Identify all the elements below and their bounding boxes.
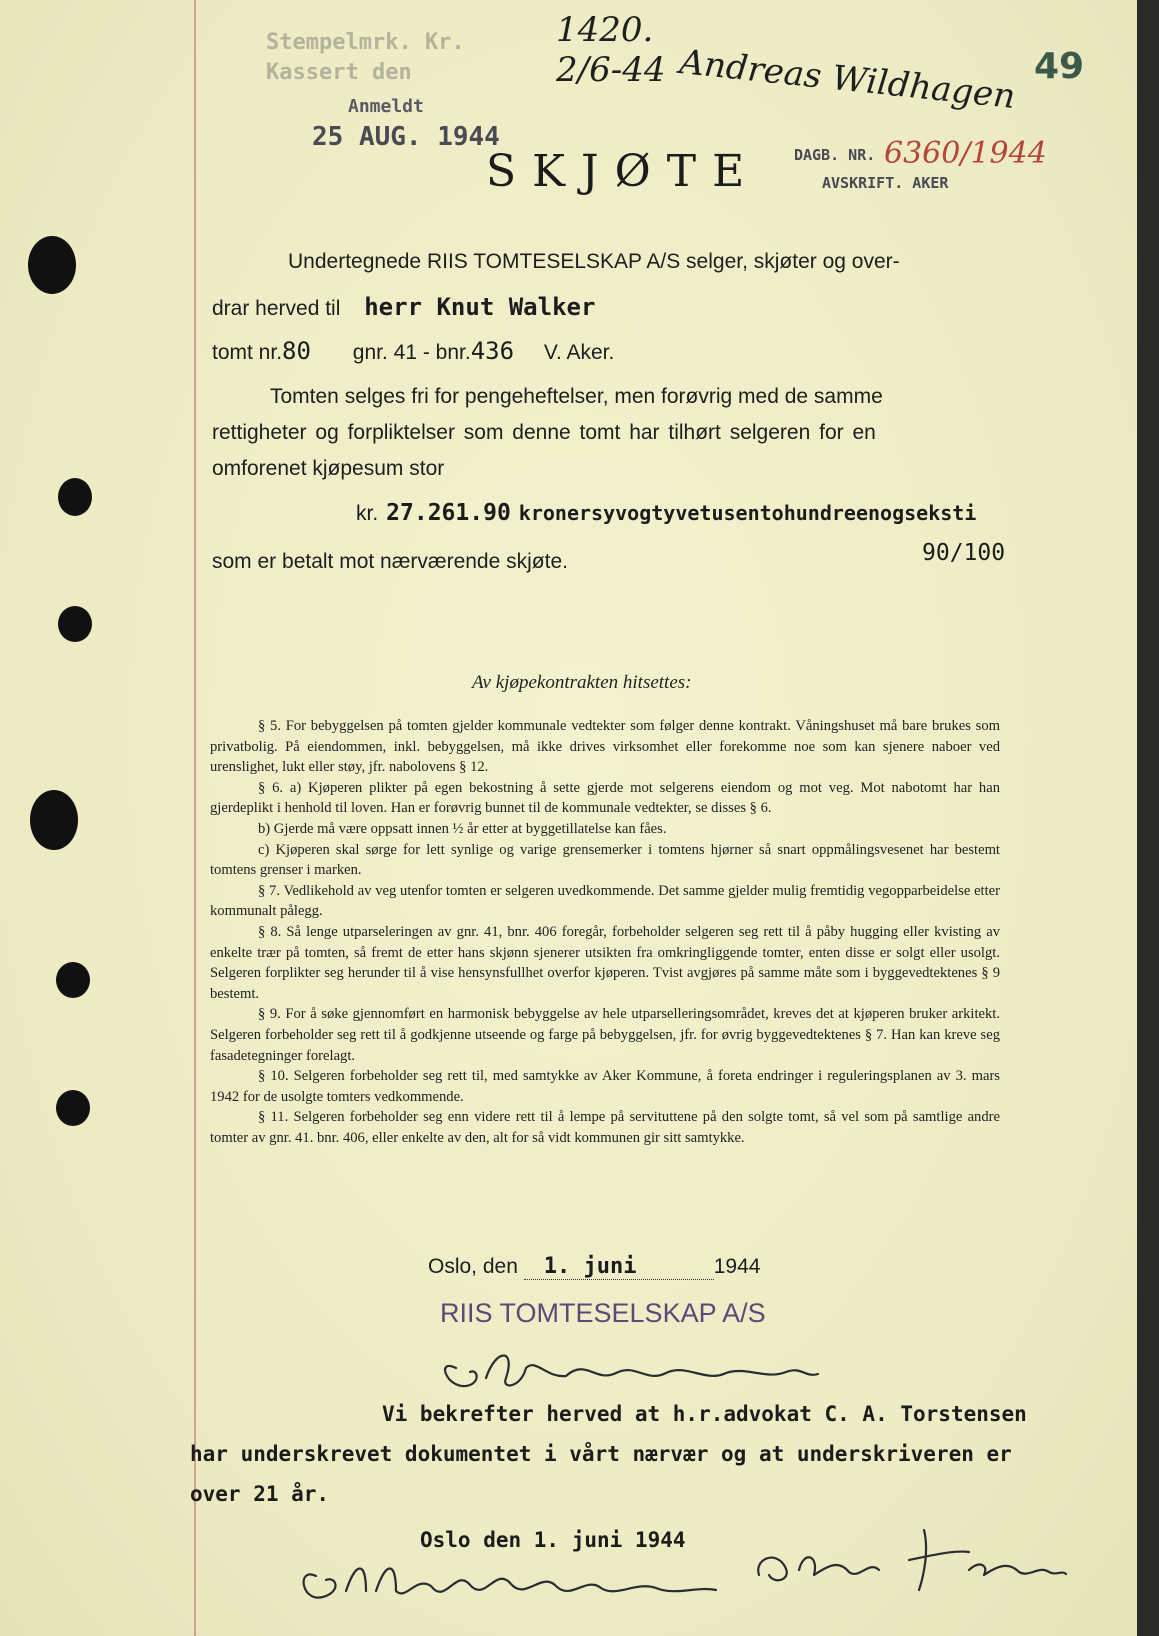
clause-8: § 8. Så lenge utparseleringen av gnr. 41, bnr. 406 foregår, forbeholder selgeren seg rett til å påby hugging eller kvisting av enkelte trær på tomten, så fremt de etter hans skjønn sjenerer utsikten fra omkringliggende tomter, enten disse er solgt eller usolgt. Selgeren forplikter seg herunder til å vise hensynsfullhet overfor kjøperen. Tvist avgjøres på samme måte som i byggevedtektenes § 9 bestemt.	[210, 923, 1000, 1002]
place-name: V. Aker.	[543, 341, 615, 364]
amount-words: kronersyvogtyvetusentohundreenogseksti	[518, 501, 977, 525]
clause-5: § 5. For bebyggelsen på tomten gjelder kommunale vedtekter som følger denne kontrakt. Våningshuset må bare brukes som privatbolig. På eiendommen, inkl. bebyggelsen, må ikke drives virksomhet eller forekomme noe som kan sjenere naboer ved urenslighet, lukt eller støy, jfr. nabolovens § 12.	[210, 718, 1000, 776]
copy-stamp: AVSKRIFT. AKER	[822, 174, 949, 192]
intro-line-1: Undertegnede RIIS TOMTESELSKAP A/S selger, skjøter og over-	[288, 250, 900, 273]
date-field	[524, 1254, 714, 1280]
sale-line-3: omforenet kjøpesum stor	[212, 457, 445, 480]
clause-11: § 11. Selgeren forbeholder seg enn videre rett til å lempe på servituttene på den solgte tomt, så vel som på samtlige andre tomter av gnr. 41. bnr. 406, eller enkelte av den, alt for så vidt kommunen gir sitt samtykke.	[210, 1109, 1000, 1146]
signing-date: 1. juni	[543, 1254, 637, 1279]
amount-figures: 27.261.90	[386, 500, 511, 526]
amount-line	[356, 500, 976, 526]
clause-6a: § 6. a) Kjøperen plikter på egen bekostning å sette gjerde mot selgerens eiendom og mot veg. Mot nabotomt har han gjerdeplikt i henhold til loven. Han er forøvrig bunnet til de kommunale vedtekter, se disses § 6.	[210, 779, 1000, 817]
stamp-fee-line: Stempelmrk. Kr.	[266, 30, 465, 55]
journal-number-label: DAGB. NR.	[794, 146, 876, 164]
signing-year: 1944	[713, 1255, 761, 1278]
handwritten-fee: 1420.	[556, 10, 654, 50]
witness-signature-2	[744, 1520, 1074, 1600]
confirm-line-2: har underskrevet dokumentet i vårt nærvær og at underskriveren er	[190, 1442, 1012, 1466]
clause-6c: c) Kjøperen skal sørge for lett synlige og varige grensemerker i tomtens hjørner så snart oppmålingsvesenet har bestemt tomtens grenser i marken.	[210, 841, 1000, 879]
handwritten-name: Andreas Wildhagen	[677, 42, 1018, 118]
confirm-date: Oslo den 1. juni 1944	[420, 1528, 686, 1552]
contract-heading: Av kjøpekontrakten hitsettes:	[472, 672, 692, 693]
stamp-cancelled-line: Kassert den	[266, 60, 412, 85]
document-title: SKJØTE	[486, 146, 761, 197]
sale-line-1: Tomten selges fri for pengeheftelser, men forøvrig med de samme	[270, 385, 883, 408]
received-stamp-label: Anmeldt	[348, 96, 424, 117]
buyer-name: herr Knut Walker	[364, 293, 596, 321]
punch-hole	[58, 606, 92, 642]
transfer-text: drar herved til	[212, 297, 341, 320]
clause-7: § 7. Vedlikehold av veg utenfor tomten er selgeren uvedkommende. Det samme gjelder mulig fremtidig vegopparbeidelse etter kommunalt pålegg.	[210, 882, 1000, 920]
clause-10: § 10. Selgeren forbeholder seg rett til, med samtykke av Aker Kommune, å foreta endringer i reguleringsplanen av 3. mars 1942 for de usolgte tomters vedkommende.	[210, 1068, 1000, 1105]
journal-number: 6360/1944	[884, 136, 1047, 171]
plot-line	[212, 337, 614, 365]
amount-fraction: 90/100	[922, 540, 1006, 566]
seller-signature	[426, 1328, 846, 1408]
bnr-number: 436	[470, 337, 515, 365]
oslo-den: Oslo, den	[428, 1255, 518, 1278]
received-date-stamp: 25 AUG. 1944	[312, 122, 500, 152]
kr-label: kr.	[356, 502, 379, 525]
margin-rule	[194, 0, 196, 1636]
clause-6b: b) Gjerde må være oppsatt innen ½ år etter at byggetillatelse kan fåes.	[258, 820, 667, 837]
witness-signature-1	[296, 1546, 726, 1616]
punch-hole	[58, 478, 92, 516]
intro-line-2	[212, 293, 595, 321]
contract-clauses	[210, 716, 1000, 1148]
company-stamp: RIIS TOMTESELSKAP A/S	[440, 1298, 766, 1328]
sale-line-2: rettigheter og forpliktelser som denne tomt har tilhørt selgeren for en	[212, 421, 876, 444]
confirm-line-1: Vi bekrefter herved at h.r.advokat C. A. Torstensen	[382, 1402, 1027, 1426]
gnr-label: gnr. 41 - bnr.	[352, 341, 471, 364]
signing-place-date	[428, 1254, 760, 1280]
plot-label: tomt nr.	[212, 341, 283, 364]
clause-9: § 9. For å søke gjennomført en harmonisk bebyggelse av hele utparselleringsområdet, kreves det at kjøperen bruker arkitekt. Selgeren forbeholder seg rett til å godkjenne utseende og farge på bebyggelsen, jfr. for øvrig byggevedtektenes § 7. Han kan kreve seg fasadetegninger forelagt.	[210, 1006, 1000, 1064]
confirm-line-3: over 21 år.	[190, 1482, 330, 1506]
handwritten-date: 2/6-44	[556, 50, 666, 90]
scan-edge	[1137, 0, 1159, 1636]
plot-number: 80	[282, 337, 311, 365]
punch-hole	[56, 1090, 90, 1126]
punch-hole	[30, 790, 78, 850]
punch-hole	[28, 236, 76, 294]
folio-number: 49	[1034, 46, 1085, 87]
punch-hole	[56, 962, 90, 998]
paid-line: som er betalt mot nærværende skjøte.	[212, 550, 568, 573]
